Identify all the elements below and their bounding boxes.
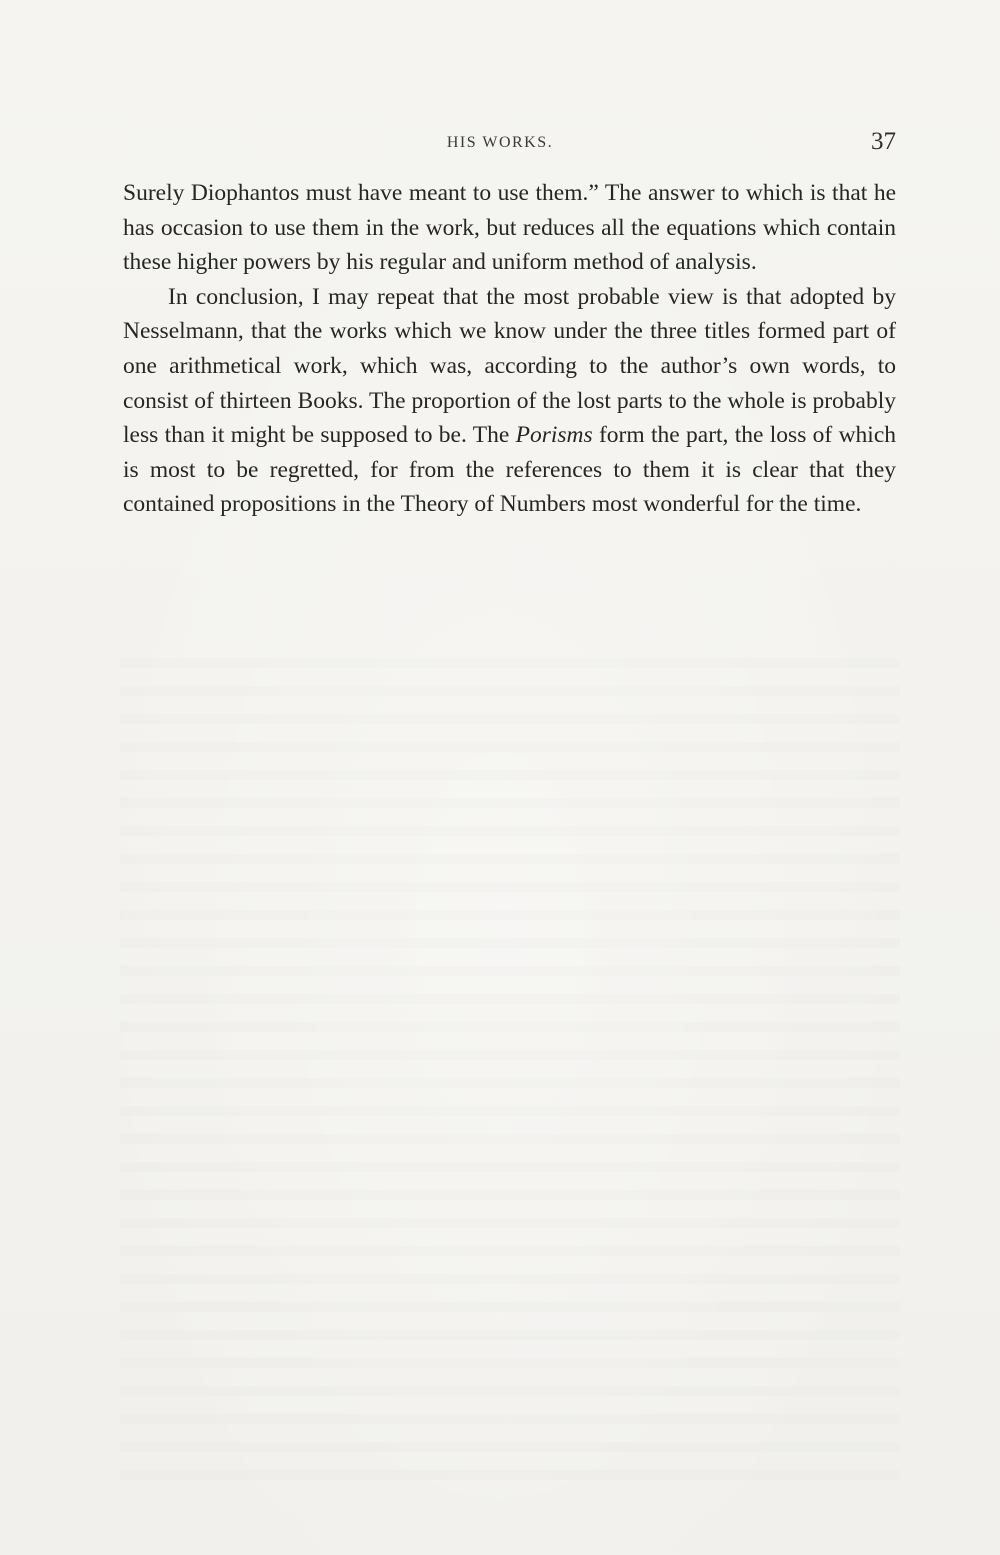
paragraph-2-text-end: form the part, the loss of which is most to be regretted, for from the references to them it is clear that they contained propositions in the Theory of Numbers most wonderful for the time. bbox=[123, 422, 896, 518]
paragraph-2 bbox=[123, 280, 896, 522]
paragraph-1: Surely Diophantos must have meant to use them.” The answer to which is that he has occasion to use them in the work, but reduces all the equations which contain these higher powers by his regular and uniform method of analysis. bbox=[123, 180, 896, 276]
porisms-italic: Porisms bbox=[515, 422, 593, 449]
body-text bbox=[123, 176, 896, 522]
running-head bbox=[0, 128, 1000, 160]
running-title: HIS WORKS. bbox=[446, 134, 554, 151]
page-number: 37 bbox=[871, 128, 896, 155]
reverse-side-show-through bbox=[120, 640, 900, 1490]
paragraph-2-text-start: In conclusion, I may repeat that the most probable view is that adopted by Nesselmann, that the works which we know under the three titles formed part of one arithmetical work, which was, according to the author’s own words, to consist of thirteen Books. The proportion of the lost parts to the whole is probably less than it might be supposed to be. The bbox=[123, 283, 896, 449]
